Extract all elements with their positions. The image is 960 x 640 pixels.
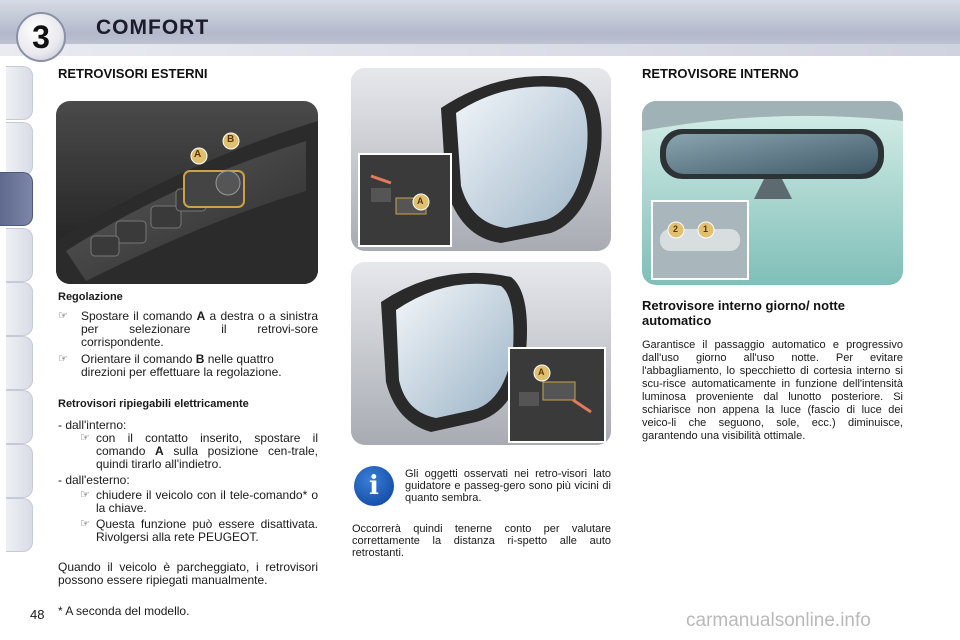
door-switch-photo — [56, 101, 318, 284]
pointing-hand-icon: ☞ — [58, 353, 68, 365]
label-1-badge: 1 — [703, 224, 709, 234]
interior-mirror-illustration — [642, 101, 903, 285]
interior-mirror-photo — [642, 101, 903, 285]
regolazione-item-1: ☞ Spostare il comando A a destra o a sinistra per selezionare il retrovi-sore corrispondente. — [58, 309, 318, 349]
regolazione-heading: Regolazione — [58, 291, 123, 303]
ripiegabili-heading: Retrovisori ripiegabili elettricamente — [58, 398, 249, 410]
retrovisore-body: Garantisce il passaggio automatico e progressivo dall'uso giorno all'uso notte. Per evitare l'abbagliamento, lo specchietto di cortesia interno si scu-risce automaticamente in funzione dell'intensità luminosa proveniente dal lunotto posteriore. Si schiarisce non appena la luce (fascio di luce dei veico-li che seguono, sole, ecc.) diminuisce, garantendo una visibilità ottimale. — [642, 339, 903, 442]
info-icon: i — [354, 466, 394, 506]
chapter-tab-1[interactable] — [6, 66, 33, 120]
door-switch-illustration — [56, 101, 318, 284]
footnote: * A seconda del modello. — [58, 604, 190, 618]
retrovisore-subtitle: Retrovisore interno giorno/ notte automatico — [642, 298, 845, 328]
info-text-2: Occorrerà quindi tenerne conto per valutare correttamente la distanza ri-spetto alle auto retrostanti. — [352, 523, 611, 559]
pointing-hand-icon: ☞ — [80, 432, 90, 444]
regolazione-item-2: ☞ Orientare il comando B nelle quattro direzioni per effettuare la regolazione. — [58, 352, 282, 379]
chapter-tab-7[interactable] — [6, 390, 33, 444]
chapter-tab-3[interactable] — [0, 172, 33, 226]
parked-paragraph: Quando il veicolo è parcheggiato, i retrovisori possono essere ripiegati manualmente. — [58, 560, 318, 587]
chapter-title: COMFORT — [96, 16, 210, 39]
chapter-tabs — [0, 66, 34, 576]
exterior-mirror-illustration-2 — [351, 262, 611, 445]
chapter-tab-5[interactable] — [6, 282, 33, 336]
chapter-tab-2[interactable] — [6, 122, 33, 176]
dallesterno-item-2: ☞ Questa funzione può essere disattivata. Rivolgersi alla rete PEUGEOT. — [80, 517, 318, 544]
label-a-badge: A — [194, 149, 202, 160]
dallesterno-item-1: ☞ chiudere il veicolo con il tele-comando* o la chiave. — [80, 488, 318, 515]
pointing-hand-icon: ☞ — [80, 518, 90, 530]
label-a-badge: A — [538, 367, 545, 377]
section-title-retrovisore-interno: RETROVISORE INTERNO — [642, 66, 799, 81]
page-number: 48 — [30, 607, 45, 622]
pointing-hand-icon: ☞ — [80, 489, 90, 501]
watermark: carmanualsonline.info — [686, 610, 871, 631]
dallinterno-label: - dall'interno: — [58, 418, 127, 432]
pointing-hand-icon: ☞ — [58, 310, 68, 322]
dallinterno-item: ☞ con il contatto inserito, spostare il comando A sulla posizione cen-trale, quindi tirarlo all'indietro. — [80, 431, 319, 471]
chapter-number-badge: 3 — [16, 12, 66, 62]
chapter-tab-4[interactable] — [6, 228, 33, 282]
label-b-badge: B — [227, 134, 235, 145]
chapter-tab-9[interactable] — [6, 498, 33, 552]
mirror-adjust-photo — [351, 262, 611, 445]
header-band — [0, 44, 960, 56]
chapter-tab-8[interactable] — [6, 444, 33, 498]
chapter-tab-6[interactable] — [6, 336, 33, 390]
label-a-badge: A — [417, 196, 424, 206]
info-text: Gli oggetti osservati nei retro-visori lato guidatore e passeg-gero sono più vicini di quanto sembra. — [405, 468, 611, 504]
exterior-mirror-illustration — [351, 68, 611, 251]
dallesterno-label: - dall'esterno: — [58, 473, 130, 487]
label-2-badge: 2 — [673, 224, 679, 234]
section-title-retrovisori-esterni: RETROVISORI ESTERNI — [58, 66, 208, 81]
mirror-fold-photo — [351, 68, 611, 251]
